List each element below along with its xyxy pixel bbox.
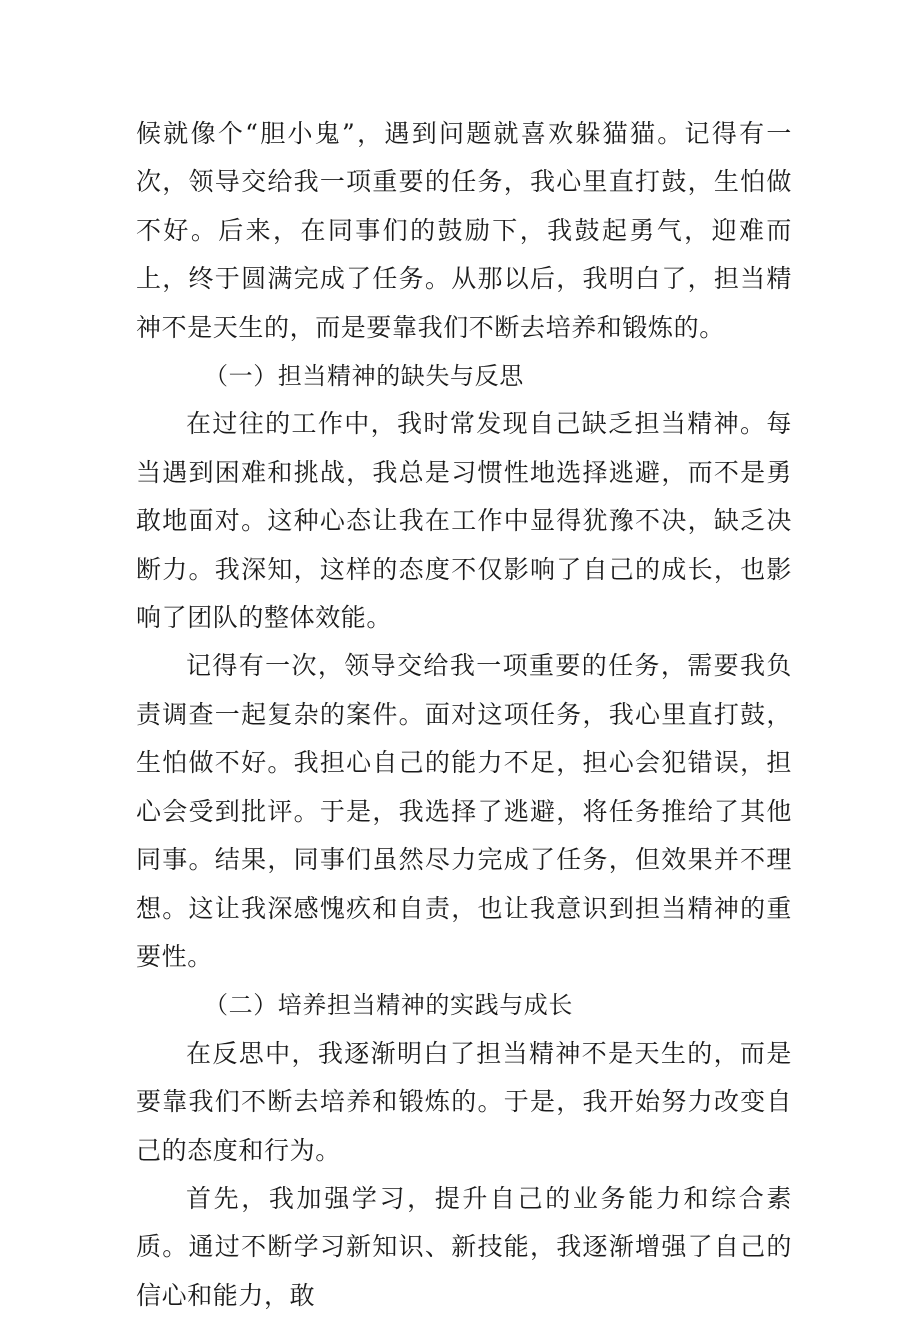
paragraph: 在反思中，我逐渐明白了担当精神不是天生的，而是要靠我们不断去培养和锻炼的。于是，我开始努力改变自己的态度和行为。 bbox=[136, 1038, 792, 1165]
section-heading-1: （一）担当精神的缺失与反思 bbox=[204, 362, 524, 391]
paragraph: 记得有一次，领导交给我一项重要的任务，需要我负责调查一起复杂的案件。面对这项任务，我心里直打鼓，生怕做不好。我担心自己的能力不足，担心会犯错误，担心会受到批评。于是，我选择了逃避，将任务推给了其他同事。结果，同事们虽然尽力完成了任务，但效果并不理想。这让我深感愧疚和自责，也让我意识到担当精神的重要性。 bbox=[136, 651, 792, 971]
document-body bbox=[136, 110, 792, 1320]
paragraph-continued: 候就像个“胆小鬼”，遇到问题就喜欢躲猫猫。记得有一次，领导交给我一项重要的任务，我心里直打鼓，生怕做不好。后来，在同事们的鼓励下，我鼓起勇气，迎难而上，终于圆满完成了任务。从那以后，我明白了，担当精神不是天生的，而是要靠我们不断去培养和锻炼的。 bbox=[136, 119, 792, 342]
section-heading-2: （二）培养担当精神的实践与成长 bbox=[204, 991, 573, 1020]
paragraph: 首先，我加强学习，提升自己的业务能力和综合素质。通过不断学习新知识、新技能，我逐渐增强了自己的信心和能力，敢 bbox=[136, 1183, 792, 1310]
paragraph: 在过往的工作中，我时常发现自己缺乏担当精神。每当遇到困难和挑战，我总是习惯性地选择逃避，而不是勇敢地面对。这种心态让我在工作中显得犹豫不决，缺乏决断力。我深知，这样的态度不仅影响了自己的成长，也影响了团队的整体效能。 bbox=[136, 409, 792, 633]
